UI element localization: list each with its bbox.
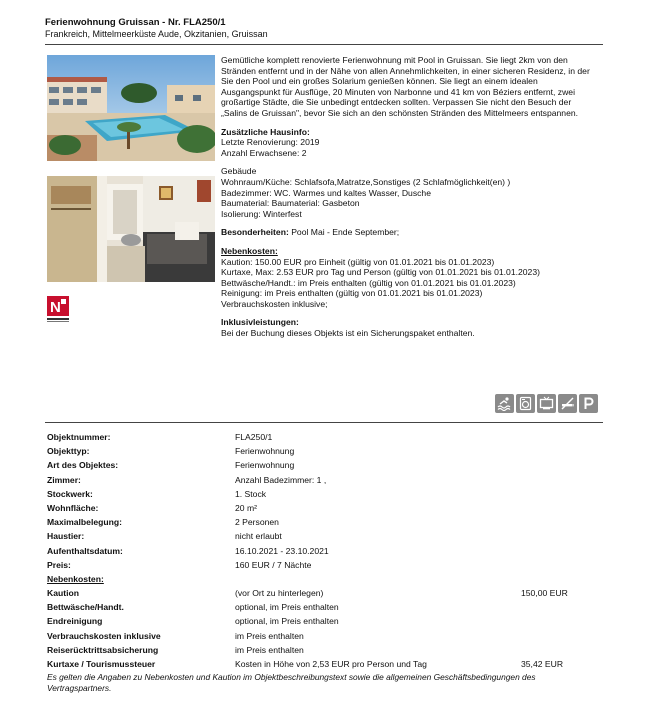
detail-key: Endreinigung: [47, 616, 103, 627]
details-table: [47, 430, 607, 671]
top-divider: [45, 44, 603, 45]
table-row: [47, 614, 607, 628]
pool-icon: [495, 394, 514, 413]
table-row: [47, 487, 607, 501]
detail-value: optional, im Preis enthalten: [235, 602, 339, 613]
detail-key: Aufenthaltsdatum:: [47, 545, 123, 556]
detail-value: Ferienwohnung: [235, 446, 295, 457]
detail-key: Haustier:: [47, 531, 85, 542]
detail-value: 160 EUR / 7 Nächte: [235, 559, 312, 570]
description-intro: Gemütliche komplett renovierte Ferienwohnung mit Pool in Gruissan. Sie liegt 2km von den Stränden entfernt und in der Nähe von allen Annehmlichkeiten, in einer sicheren Residenz, in der Sie den Pool und ein großes Solarium genießen können. Sie liegt an einem idealen Ausgangspunkt für Ausflüge, 20 Minuten von Narbonne und 41 km von Béziers entfernt, zwei großartige Städte, die Sie unbedingt entdecken sollten. Verpassen Sie nicht den Besuch der „Salins de Gruissan", bevor Sie sich an den schönsten Stränden des Mittelmeers entspannen.: [221, 55, 590, 118]
gebaeude-line: Wohnraum/Küche: Schlafsofa,Matratze,Sonstiges (2 Schlafmöglichkeit(en) ): [221, 176, 511, 187]
nebenkosten-line: Kaution: 150.00 EUR pro Einheit (gültig von 01.01.2021 bis 01.01.2023): [221, 256, 495, 267]
hausinfo-line: Letzte Renovierung: 2019: [221, 137, 320, 148]
detail-key: Verbrauchskosten inklusive: [47, 630, 161, 641]
table-row: [47, 657, 607, 671]
no-smoking-icon: [558, 394, 577, 413]
table-row: [47, 544, 607, 558]
gebaeude-line: Isolierung: Winterfest: [221, 208, 302, 219]
table-row: [47, 586, 607, 600]
interior-photo: [47, 176, 215, 282]
table-row: [47, 643, 607, 657]
detail-key: Kaution: [47, 588, 79, 599]
detail-value: 2 Personen: [235, 517, 279, 528]
detail-value: im Preis enthalten: [235, 644, 304, 655]
table-row: [47, 430, 607, 444]
gebaeude-heading: Gebäude: [221, 166, 257, 177]
pool-photo: [47, 55, 215, 161]
detail-value: nicht erlaubt: [235, 531, 282, 542]
detail-amount: 150,00 EUR: [521, 588, 568, 599]
detail-key: Objektnummer:: [47, 432, 111, 442]
table-row: [47, 515, 607, 529]
table-row: [47, 558, 607, 572]
detail-value: (vor Ort zu hinterlegen): [235, 588, 324, 599]
detail-key: Kurtaxe / Tourismussteuer: [47, 659, 156, 669]
location-subtitle: Frankreich, Mittelmeerküste Aude, Okzitanien, Gruissan: [45, 29, 268, 39]
detail-value: optional, im Preis enthalten: [235, 616, 339, 627]
middle-divider: [45, 422, 603, 423]
detail-key: Maximalbelegung:: [47, 517, 122, 528]
inklusiv-text: Bei der Buchung dieses Objekts ist ein Sicherungspaket enthalten.: [221, 328, 475, 339]
besonderheiten-label: Besonderheiten:: [221, 227, 289, 238]
nebenkosten-line: Verbrauchskosten inklusive;: [221, 298, 328, 309]
logo-letter: N: [50, 299, 61, 316]
detail-key: Reiserücktrittsabsicherung: [47, 644, 159, 655]
nebenkosten-heading: Nebenkosten:: [221, 245, 278, 256]
hausinfo-heading: Zusätzliche Hausinfo:: [221, 126, 310, 137]
detail-value: 20 m²: [235, 502, 257, 513]
description: [221, 55, 591, 339]
footnote: Es gelten die Angaben zu Nebenkosten und Kaution im Objektbeschreibungstext sowie die allgemeinen Geschäftsbedingungen des Vertragspartners.: [47, 672, 536, 693]
detail-key: Preis:: [47, 559, 71, 570]
parking-icon: [579, 394, 598, 413]
table-row: [47, 501, 607, 515]
table-row: [47, 444, 607, 458]
amenity-icons: [495, 394, 598, 413]
detail-amount: 35,42 EUR: [521, 659, 564, 669]
inklusiv-heading: Inklusivleistungen:: [221, 317, 299, 328]
detail-key: Objekttyp:: [47, 446, 90, 457]
detail-key: Zimmer:: [47, 474, 81, 485]
detail-value: 1. Stock: [235, 488, 267, 499]
brand-logo: [47, 296, 69, 324]
detail-key: Stockwerk:: [47, 488, 93, 499]
detail-value: 16.10.2021 - 23.10.2021: [235, 545, 329, 556]
besonderheiten-value: Pool Mai - Ende September;: [288, 227, 400, 238]
detail-value: Ferienwohnung: [235, 460, 295, 471]
nebenkosten-line: Kurtaxe, Max: 2.53 EUR pro Tag und Person (gültig von 01.01.2021 bis 01.01.2023): [221, 267, 540, 278]
detail-value: Anzahl Badezimmer: 1 ,: [235, 474, 327, 485]
header: [45, 17, 268, 40]
table-row: [47, 458, 607, 472]
nebenkosten-line: Reinigung: im Preis enthalten (gültig von 01.01.2021 bis 01.01.2023): [221, 288, 483, 299]
tv-icon: [537, 394, 556, 413]
table-row: [47, 600, 607, 614]
washing-machine-icon: [516, 394, 535, 413]
page-title: Ferienwohnung Gruissan - Nr. FLA250/1: [45, 17, 226, 28]
table-row: [47, 473, 607, 487]
gebaeude-line: Badezimmer: WC. Warmes und kaltes Wasser, Dusche: [221, 187, 431, 198]
detail-key: Art des Objektes:: [47, 460, 119, 471]
detail-key: Bettwäsche/Handt.: [47, 602, 124, 613]
detail-key: Nebenkosten:: [47, 573, 104, 584]
detail-value: im Preis enthalten: [235, 630, 304, 641]
gebaeude-line: Baumaterial: Baumaterial: Gasbeton: [221, 198, 360, 209]
table-row: [47, 529, 607, 543]
table-row: [47, 572, 607, 586]
detail-value: FLA250/1: [235, 432, 273, 442]
table-row: [47, 629, 607, 643]
nebenkosten-line: Bettwäsche/Handt.: im Preis enthalten (gültig von 01.01.2021 bis 01.01.2023): [221, 277, 516, 288]
detail-key: Wohnfläche:: [47, 502, 99, 513]
hausinfo-line: Anzahl Erwachsene: 2: [221, 147, 307, 158]
detail-value: Kosten in Höhe von 2,53 EUR pro Person und Tag: [235, 659, 427, 669]
